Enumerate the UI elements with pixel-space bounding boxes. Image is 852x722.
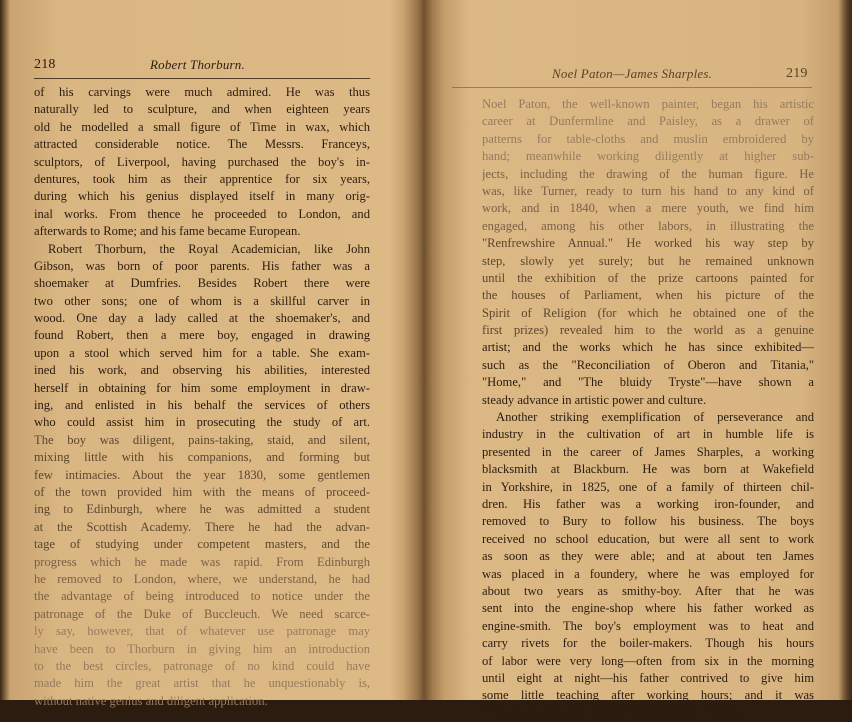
text-line: the advantage of being introduced to notice under the [34,589,370,604]
header-rule [452,87,812,88]
page-edge-shadow [838,0,852,700]
page-number: 219 [786,66,808,81]
text-line: first prizes) revealed him to the world as a genuine [482,323,814,338]
text-line: herself in obtaining for him some employment in draw- [34,380,370,395]
text-line: ly say, however, that of whatever use patronage may [34,624,370,639]
body-text [34,84,370,710]
text-line: dren. His father was a working iron-founder, and [482,496,814,511]
text-line: ined his work, and observing his abilities, interested [34,363,370,378]
right-page [424,0,852,720]
text-line: progress which he made was rapid. From Edinburgh [34,554,370,569]
text-line: received no school education, but were all sent to work [482,531,814,546]
text-line: two other sons; one of whom is a skillful carver in [34,293,370,308]
running-title: Noel Paton—James Sharples. [552,66,713,81]
text-line: to the best circles, patronage of no kind could have [34,658,370,673]
text-line: afterwards to Rome; and his fame became European. [34,224,301,239]
text-line: Gibson, was born of poor parents. His father was a [34,258,370,273]
text-line: "Home," and "The bluidy Tryste"—have shown a [482,375,814,390]
text-line: inal works. From thence he proceeded to London, and [34,206,370,221]
text-line: industry in the cultivation of art in humble life is [482,427,814,442]
text-line: about two years as smithy-boy. After that he was [482,583,814,598]
text-line: few intimacies. About the year 1830, some gentlemen [34,467,370,482]
text-line: shoemaker at Dumfries. Besides Robert there were [34,276,370,291]
text-line: carry rivets for the boiler-makers. Though his hours [482,636,814,651]
text-line: sculptors, of Liverpool, having purchased the boy's in- [34,154,370,169]
header-rule [34,78,370,79]
text-line: the houses of Parliament, when his picture of the [482,288,814,303]
text-line: of his carvings were much admired. He was thus [34,85,370,99]
text-line: "Renfrewshire Annual." He worked his way step by [482,236,814,251]
running-title: Robert Thorburn. [150,57,245,72]
text-line: during which his genius displayed itself in many orig- [34,189,370,204]
text-line: some little teaching after working hours; and it was [482,688,814,703]
text-line: old he modelled a small figure of Time in wax, which [34,119,370,134]
text-line: hand; meanwhile working diligently at higher sub- [482,149,814,164]
text-line: ing to Edinburgh, where he was admitted a student [34,502,370,517]
text-line: such as the "Reconciliation of Oberon and Titania," [482,357,814,372]
text-line: who could assist him in prosecuting the study of art. [34,415,370,430]
text-line: of the town provided him with the means of proceed- [34,484,370,499]
left-page [0,0,424,708]
text-line: blacksmith at Blackburn. He was born at Wakefield [482,462,814,477]
text-line: removed to Bury to follow his business. The boys [482,514,814,529]
text-line: jects, including the drawing of the human figure. He [482,166,814,181]
text-line: sent into the engine-shop where his father worked as [482,601,814,616]
text-line: attracted considerable notice. The Messrs. Franceys, [34,137,370,152]
text-line: naturally led to sculpture, and when eighteen years [34,102,370,117]
text-line: found Robert, then a mere boy, engaged in drawing [34,328,370,343]
text-line: dentures, took him as their apprentice for six years, [34,171,370,186]
text-line: engaged, among his other labors, in illustrating the [482,218,814,233]
text-line: ing, and enlisted in his behalf the services of others [34,398,370,413]
text-line: Spirit of Religion (for which he obtained one of the [482,305,814,320]
page-number: 218 [34,57,56,72]
text-line: Robert Thorburn, the Royal Academician, like John [48,241,370,256]
text-line: until the exhibition of the prize cartoons painted for [482,270,814,285]
body-text [482,96,814,722]
text-line: engine-smith. The boy's employment was to heat and [482,618,814,633]
text-line: at the Scottish Academy. There he had the advan- [34,519,370,534]
text-line: without native genius and diligent application. [34,693,268,708]
text-line: work, and in 1840, when a mere youth, we find him [482,201,814,216]
text-line: of labor were very long—often from six in the morning [482,653,814,668]
text-line: artist; and the works which he has since exhibited— [482,340,814,355]
text-line: presented in the career of James Sharples, a working [482,444,814,459]
text-line: patterns for table-cloths and muslin embroidered by [482,131,814,146]
text-line: in Yorkshire, in 1825, one of a family of thirteen chil- [482,479,814,494]
text-line: The boy was diligent, pains-taking, staid, and silent, [34,432,370,447]
text-line: steady advance in artistic power and culture. [482,392,707,407]
text-line: tage of studying under competent masters, and the [34,537,370,552]
text-line: he removed to London, where, we understand, he had [34,571,370,586]
text-line: Another striking exemplification of perseverance and [496,410,814,425]
text-line: step, slowly yet surely; but he remained unknown [482,253,814,268]
text-line: Noel Paton, the well-known painter, began his artistic [482,97,814,111]
text-line: wood. One day a lady called at the shoemaker's, and [34,311,370,326]
text-line: mixing little with his companions, and forming but [34,450,370,465]
text-line: upon a stool which served him for a table. She exam- [34,345,370,360]
text-line: career at Dunfermline and Paisley, as a drawer of [482,114,814,129]
text-line: made him the great artist that he unquestionably is, [34,676,370,691]
text-line: patronage of the Duke of Buccleuch. We need scarce- [34,606,370,621]
text-line: was, like Turner, ready to turn his hand to any kind of [482,183,814,198]
text-line: have been to Thorburn in giving him an introduction [34,641,370,656]
text-line: as soon as they were able; and at about ten James [482,549,814,564]
text-line: was placed in a foundery, where he was employed for [482,566,814,581]
text-line: until eight at night—his father contrived to give him [482,670,814,685]
text-line: thus that he partially learned his letters. An incident [482,705,742,720]
